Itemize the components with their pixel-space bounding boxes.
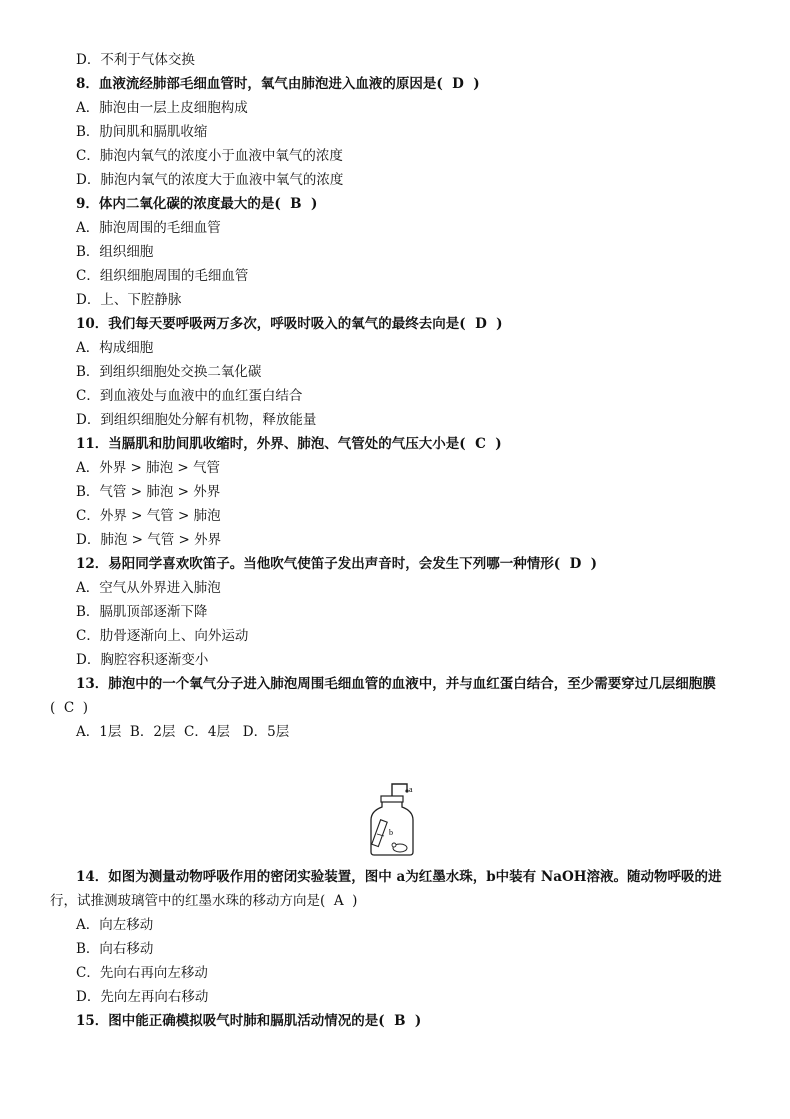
question-stem: 12．易阳同学喜欢吹笛子。当他吹气使笛子发出声音时，会发生下列哪一种情形( D ) <box>76 556 598 572</box>
answer-option: A．1层 B．2层 C．4层 D．5层 <box>76 724 290 740</box>
answer-option: C．到血液处与血液中的血红蛋白结合 <box>76 388 303 404</box>
answer-option: D．上、下腔静脉 <box>76 292 182 308</box>
answer-option: C．组织细胞周围的毛细血管 <box>76 268 249 284</box>
question-stem: 8．血液流经肺部毛细血管时，氧气由肺泡进入血液的原因是( D ) <box>76 76 480 92</box>
answer-option: B．到组织细胞处交换二氧化碳 <box>76 364 262 380</box>
question-stem: 9．体内二氧化碳的浓度最大的是( B ) <box>76 196 318 212</box>
question-continuation: 行，试推测玻璃管中的红墨水珠的移动方向是( A ) <box>50 893 358 909</box>
label-a: a <box>409 785 413 794</box>
answer-option: C．肺泡内氧气的浓度小于血液中氧气的浓度 <box>76 148 343 164</box>
answer-option: D．肺泡内氧气的浓度大于血液中氧气的浓度 <box>76 172 344 188</box>
answer-option: A．空气从外界进入肺泡 <box>76 580 221 596</box>
answer-option: D．胸腔容积逐渐变小 <box>76 652 209 668</box>
answer-option: B．组织细胞 <box>76 244 154 260</box>
sealed-jar-apparatus-figure <box>362 778 420 858</box>
answer-option: C．肋骨逐渐向上、向外运动 <box>76 628 249 644</box>
answer-option: C．先向右再向左移动 <box>76 965 208 981</box>
answer-option: B．肋间肌和膈肌收缩 <box>76 124 208 140</box>
question-stem: 15．图中能正确模拟吸气时肺和膈肌活动情况的是( B ) <box>76 1013 422 1029</box>
naoh-tube <box>372 820 387 847</box>
answer-option: A．构成细胞 <box>76 340 154 356</box>
question-stem: 10．我们每天要呼吸两万多次，呼吸时吸入的氧气的最终去向是( D ) <box>76 316 503 332</box>
answer-option: B．气管 > 肺泡 > 外界 <box>76 484 221 500</box>
answer-option: D．肺泡 > 气管 > 外界 <box>76 532 222 548</box>
answer-option: D．到组织细胞处分解有机物，释放能量 <box>76 412 317 428</box>
answer-option: D．不利于气体交换 <box>76 52 195 68</box>
question-stem: 13．肺泡中的一个氧气分子进入肺泡周围毛细血管的血液中，并与血红蛋白结合，至少需要穿过几层细胞膜 <box>76 676 716 692</box>
question-continuation: ( C ) <box>50 700 89 716</box>
jar-stopper <box>381 796 403 802</box>
question-stem: 11．当膈肌和肋间肌收缩时，外界、肺泡、气管处的气压大小是( C ) <box>76 436 502 452</box>
answer-option: A．肺泡周围的毛细血管 <box>76 220 221 236</box>
answer-option: B．向右移动 <box>76 941 154 957</box>
label-b: b <box>389 828 393 837</box>
answer-option: A．肺泡由一层上皮细胞构成 <box>76 100 248 116</box>
answer-option: B．膈肌顶部逐渐下降 <box>76 604 208 620</box>
question-stem: 14．如图为测量动物呼吸作用的密闭实验装置，图中 a为红墨水珠，b中装有 NaOH溶液。随动物呼吸的进 <box>76 869 722 885</box>
answer-option: D．先向左再向右移动 <box>76 989 209 1005</box>
answer-option: A．向左移动 <box>76 917 154 933</box>
answer-option: A．外界 > 肺泡 > 气管 <box>76 460 221 476</box>
answer-option: C．外界 > 气管 > 肺泡 <box>76 508 221 524</box>
